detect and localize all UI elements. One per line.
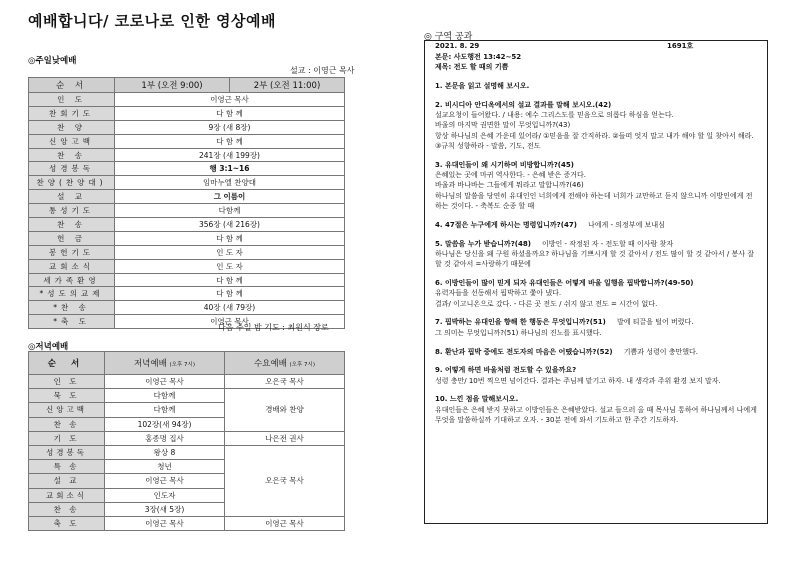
answer-inline: 기쁨과 성령이 충만했다. <box>612 347 699 356</box>
header-first-service: 1부 (오전 9:00) <box>115 78 230 93</box>
header-wednesday-label: 수요예배 <box>253 359 287 369</box>
evening-value: 인도자 <box>105 488 225 502</box>
row-label: 신앙고백 <box>29 403 105 417</box>
table-row <box>29 93 345 107</box>
answer-line: 항상 하나님의 은혜 가운데 있어라/ ①믿음을 잘 간직하라. ②들떠 엇지 말고 내가 해야 할 일 찾아서 해라. ③규칙 성향하라 - 말씀, 기도, 전도 <box>435 131 754 151</box>
row-value: 임마누엘 찬양대 <box>115 176 345 190</box>
question <box>435 100 757 110</box>
row-label: 찬 양 <box>29 120 115 134</box>
row-label: 교회소식 <box>29 259 115 273</box>
table-row <box>29 431 345 445</box>
question-text: 10. 느낀 점을 말해보시오. <box>435 395 519 404</box>
question-text: 9. 어떻게 하면 바울처럼 전도할 수 있을까요? <box>435 366 577 375</box>
header-order: 순 서 <box>29 352 105 375</box>
table-row <box>29 375 345 389</box>
page-title: 예배합니다/ 코로나로 인한 영상예배 <box>28 12 276 30</box>
spacer <box>435 270 757 279</box>
row-label: *성도의교제 <box>29 287 115 301</box>
lesson-date-line <box>435 41 757 52</box>
row-label: *축 도 <box>29 315 115 329</box>
table-row <box>29 106 345 120</box>
answer-line: 바울의 마지막 권면한 말이 무엇입니까?(43) <box>435 121 571 130</box>
sunday-header-row <box>29 78 345 93</box>
table-row <box>29 245 345 259</box>
question-text: 3. 유대인들이 왜 시기하며 비방합니까?(45) <box>435 160 574 169</box>
lesson-section-label: ◎ 구역 공과 <box>424 32 473 42</box>
spacer <box>435 211 757 220</box>
lesson-box <box>424 40 768 524</box>
row-label: 통성기도 <box>29 204 115 218</box>
row-label: 찬양(찬양대) <box>29 176 115 190</box>
row-label: 봉헌기도 <box>29 245 115 259</box>
header-evening-label: 저녁예배 <box>133 359 167 369</box>
row-label: 신앙고백 <box>29 134 115 148</box>
row-value: 다 함 께 <box>115 273 345 287</box>
evening-value: 3장(새 5장) <box>105 502 225 516</box>
row-value: 다함께 <box>115 204 345 218</box>
question-text: 2. 비시디아 안디옥에서의 설교 결과를 말해 보시오.(42) <box>435 100 612 109</box>
lesson-subject: 제목: 전도 할 때의 기쁨 <box>435 63 509 72</box>
answer-line: 설교요청이 들어왔다. / 내용: 예수 그리스도를 믿음으로 의롭다 하심을 얻는다. <box>435 111 674 120</box>
sunday-rows <box>29 93 345 329</box>
evening-order-table <box>28 351 345 531</box>
row-label: 인 도 <box>29 375 105 389</box>
evening-value: 이영근 목사 <box>105 474 225 488</box>
row-value: 9장 (새 8장) <box>115 120 345 134</box>
question <box>435 239 757 249</box>
answer-line: 결과/ 이고니온으로 갔다. - 다른 곳 전도 / 쉬지 않고 전도 = 시간이 없다. <box>435 299 658 308</box>
question <box>435 81 757 91</box>
row-value: 그 이름이 <box>115 190 345 204</box>
row-label: 찬 송 <box>29 218 115 232</box>
row-value: 다 함 께 <box>115 231 345 245</box>
row-label: 기 도 <box>29 431 105 445</box>
row-label: 인 도 <box>29 93 115 107</box>
spacer <box>435 386 757 395</box>
question-text: 7. 핍박하는 유대인을 향해 한 행동은 무엇입니까?(51) <box>435 318 606 327</box>
answer-line: 성령 충만/ 10번 찍으면 넘어간다. 결과는 주님께 맡기고 하자. 내 생각과 주위 환경 보지 말자. <box>435 376 721 385</box>
spacer <box>435 357 757 366</box>
evening-value: 이영근 목사 <box>105 375 225 389</box>
table-row <box>29 516 345 530</box>
table-row <box>29 120 345 134</box>
issue-number: 1691호 <box>667 42 694 50</box>
sunday-section-label: ◎주일낮예배 <box>28 56 77 66</box>
header-order: 순 서 <box>29 78 115 93</box>
wednesday-prayer: 나은전 권사 <box>225 431 345 445</box>
question-text: 6. 이방인들이 많이 믿게 되자 유대인들은 어떻게 바울 일행을 핍박합니까?(49-50) <box>435 279 694 288</box>
table-row <box>29 134 345 148</box>
evening-value: 청년 <box>105 460 225 474</box>
row-value: 다 함 께 <box>115 134 345 148</box>
row-label: *찬 송 <box>29 301 115 315</box>
question-text: 1. 본문을 읽고 설명해 보시오. <box>435 82 530 91</box>
answer-line: 하나님의 말씀을 당연히 유대인인 너희에게 전해야 하는데 너희가 교만하고 듣지 않으니까 이방인에게 전하는 것이다. - 축복도 순종 할 때 <box>435 191 753 211</box>
table-row <box>29 301 345 315</box>
row-value: 241장 (새 199장) <box>115 148 345 162</box>
evening-value: 다함께 <box>105 403 225 417</box>
lesson-questions <box>435 73 757 426</box>
header-wednesday <box>225 352 345 375</box>
evening-value: 이영근 목사 <box>105 516 225 530</box>
row-value: 행 3:1~16 <box>115 162 345 176</box>
row-value: 인 도 자 <box>115 245 345 259</box>
spacer <box>435 151 757 160</box>
question <box>435 220 757 230</box>
question <box>435 365 757 375</box>
table-row <box>29 389 345 403</box>
spacer <box>435 338 757 347</box>
table-row <box>29 176 345 190</box>
question <box>435 317 757 327</box>
table-row <box>29 273 345 287</box>
row-value: 이영근 목사 <box>115 93 345 107</box>
answer-line: 은혜있는 곳에 마귀 역사한다. - 은혜 받은 증거다. <box>435 171 587 180</box>
row-value: 인 도 자 <box>115 259 345 273</box>
spacer <box>435 309 757 318</box>
lesson-date: 2021. 8. 29 <box>435 42 480 50</box>
header-wednesday-time: (오후 7시) <box>289 362 316 368</box>
header-evening <box>105 352 225 375</box>
table-row <box>29 259 345 273</box>
row-label: 찬 송 <box>29 148 115 162</box>
table-row <box>29 148 345 162</box>
wednesday-praise: 경배와 찬양 <box>225 389 345 432</box>
wednesday-sermon: 오은국 목사 <box>225 445 345 516</box>
question-text: 8. 환난과 핍박 중에도 전도자의 마음은 어땠습니까?(52) <box>435 347 613 356</box>
row-label: 성경봉독 <box>29 162 115 176</box>
wednesday-benediction: 이영근 목사 <box>225 516 345 530</box>
row-label: 헌 금 <box>29 231 115 245</box>
wednesday-leader: 오은국 목사 <box>225 375 345 389</box>
answer-line: 그 의미는 무엇입니까?(51) 하나님의 진노를 표시했다. <box>435 328 602 337</box>
row-label: 설 교 <box>29 190 115 204</box>
row-value: 다 함 께 <box>115 106 345 120</box>
answer-inline: 이방인 - 작정된 자 - 전도할 때 이사람 찾자 <box>530 239 674 248</box>
header-evening-time: (오후 7시) <box>169 362 196 368</box>
row-label: 찬 송 <box>29 502 105 516</box>
question <box>435 347 757 357</box>
evening-section-label: ◎저녁예배 <box>28 342 69 352</box>
table-row <box>29 231 345 245</box>
answer-line: 유대인들은 은혜 받지 못하고 이방인들은 은혜받았다. 설교 들으러 올 때 목사님 통하여 하나님께서 나에게 무엇을 말씀하실까 기대하고 오자. - 30분 전에 와서 기도하고 한 주간 기도하자. <box>435 405 757 425</box>
spacer <box>435 91 757 100</box>
question <box>435 160 757 170</box>
question <box>435 394 757 404</box>
question <box>435 278 757 288</box>
evening-value: 102장(새 94장) <box>105 417 225 431</box>
answer-line: 하나님은 당신을 왜 구원 하셨을까요? 하나님을 기쁘시게 할 것 같아서 / 전도 많이 할 것 같아서 / 봉사 잘 할 것 같아서 =사랑하기 때문에 <box>435 249 754 269</box>
answer-inline: 발에 티끌을 털어 버렸다. <box>605 318 694 327</box>
header-second-service: 2부 (오전 11:00) <box>230 78 345 93</box>
row-value: 40장 (새 79장) <box>115 301 345 315</box>
evening-value: 홍종명 집사 <box>105 431 225 445</box>
row-label: 성경봉독 <box>29 445 105 459</box>
table-row <box>29 287 345 301</box>
answer-line: 유력자들을 선동해서 핍박하고 쫓아 냈다. <box>435 289 562 298</box>
row-label: 세가족환영 <box>29 273 115 287</box>
row-label: 묵 도 <box>29 389 105 403</box>
row-value: 다 함 께 <box>115 287 345 301</box>
table-row <box>29 204 345 218</box>
evening-value: 다함께 <box>105 389 225 403</box>
table-row <box>29 445 345 459</box>
sunday-order-table <box>28 77 345 329</box>
row-label: 축 도 <box>29 516 105 530</box>
row-label: 설 교 <box>29 474 105 488</box>
row-label: 교회소식 <box>29 488 105 502</box>
answer-inline: 나에게 - 의정부에 보내심 <box>576 220 665 229</box>
table-row <box>29 218 345 232</box>
spacer <box>435 230 757 239</box>
answer-line: 바울과 바나바는 그들에게 뭐라고 말합니까?(46) <box>435 181 584 190</box>
preacher-line: 설교 : 이영근 목사 <box>290 66 355 75</box>
row-label: 특 송 <box>29 460 105 474</box>
question-text: 5. 말씀을 누가 받습니까?(48) <box>435 239 531 248</box>
row-value: 356장 (새 216장) <box>115 218 345 232</box>
row-label: 찬회기도 <box>29 106 115 120</box>
table-row <box>29 190 345 204</box>
lesson-passage: 본문: 사도행전 13:42~52 <box>435 53 522 61</box>
evening-header-row <box>29 352 345 375</box>
evening-value: 왕상 8 <box>105 445 225 459</box>
spacer <box>435 73 757 82</box>
question-text: 4. 47절은 누구에게 하시는 명령입니까?(47) <box>435 220 577 229</box>
next-prayer-line: 다음 주일 밤 기도 : 최원식 장로 <box>218 323 329 332</box>
table-row <box>29 162 345 176</box>
row-value: 이영근 목사 <box>115 315 345 329</box>
row-label: 찬 송 <box>29 417 105 431</box>
